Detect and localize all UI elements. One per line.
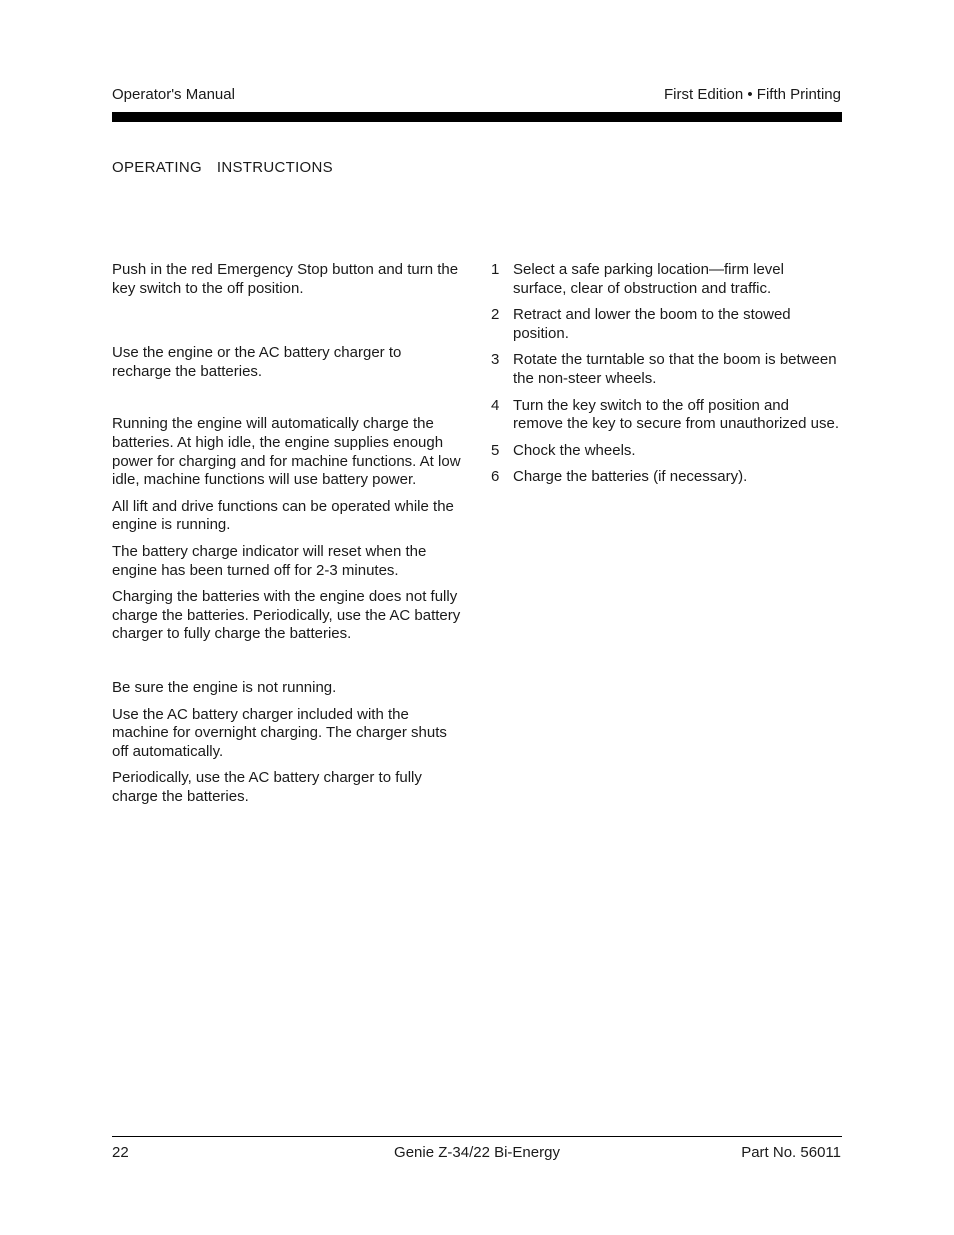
page-number: 22 — [112, 1144, 129, 1161]
step-text: Chock the wheels. — [513, 441, 636, 459]
step-number: 6 — [491, 468, 500, 486]
paragraph-lift-drive: All lift and drive functions can be operated while the engine is running. — [112, 497, 454, 534]
paragraph-indicator-reset: The battery charge indicator will reset when the engine has been turned off for 2-3 minutes. — [112, 542, 427, 579]
step-number: 4 — [491, 396, 500, 414]
paragraph-engine-not-full: Charging the batteries with the engine does not fully charge the batteries. Periodically, use the AC battery charger to fully charge the batteries. — [112, 588, 461, 643]
step-text: Rotate the turntable so that the boom is between the non-steer wheels. — [513, 351, 837, 387]
footer-product: Genie Z-34/22 Bi-Energy — [394, 1144, 560, 1161]
paragraph-emergency-stop: Push in the red Emergency Stop button and turn the key switch to the off position. — [112, 261, 459, 297]
step-text: Charge the batteries (if necessary). — [513, 468, 748, 486]
step-number: 2 — [491, 306, 500, 324]
footer-part-number: Part No. 56011 — [741, 1144, 841, 1161]
right-column — [491, 261, 841, 487]
section-title: OPERATING INSTRUCTIONS — [112, 159, 333, 176]
list-item — [491, 468, 841, 487]
list-item — [491, 306, 841, 343]
header-rule — [112, 112, 842, 122]
list-item — [491, 397, 841, 434]
paragraph-periodic-charge: Periodically, use the AC battery charger to fully charge the batteries. — [112, 769, 422, 805]
list-item — [491, 261, 841, 298]
header-edition: First Edition • Fifth Printing — [664, 86, 841, 103]
left-column — [112, 261, 464, 806]
footer-rule — [112, 1136, 842, 1137]
step-text: Retract and lower the boom to the stowed position. — [513, 306, 791, 342]
paragraph-engine-not-running: Be sure the engine is not running. — [112, 678, 337, 696]
step-text: Select a safe parking location—firm level surface, clear of obstruction and traffic. — [513, 261, 784, 297]
list-item — [491, 351, 841, 388]
list-item — [491, 442, 841, 461]
step-number: 3 — [491, 351, 500, 369]
paragraph-engine-charge: Running the engine will automatically charge the batteries. At high idle, the engine supplies enough power for charging and for machine functions. At low idle, machine functions will use battery power. — [112, 415, 461, 489]
step-text: Turn the key switch to the off position and remove the key to secure from unauthorized use. — [513, 396, 840, 433]
step-number: 1 — [491, 261, 500, 278]
steps-list — [491, 261, 841, 487]
header-manual-title: Operator's Manual — [112, 86, 235, 103]
paragraph-recharge: Use the engine or the AC battery charger to recharge the batteries. — [112, 344, 402, 380]
paragraph-ac-charger: Use the AC battery charger included with the machine for overnight charging. The charger shuts off automatically. — [112, 705, 447, 760]
step-number: 5 — [491, 441, 500, 459]
